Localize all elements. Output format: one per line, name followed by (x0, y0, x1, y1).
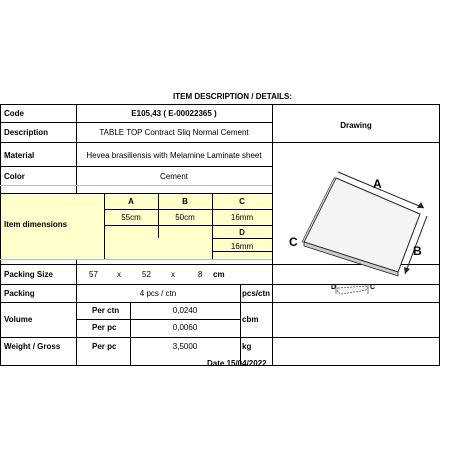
packing-value: 4 pcs / ctn (139, 289, 177, 298)
edge-profile-shape (338, 286, 369, 294)
material-value: Hevea brasiliensis with Melamine Laminate sheet (86, 151, 262, 160)
code-label: Code (4, 109, 24, 118)
packing-unit: pcs/ctn (242, 289, 271, 298)
drawing-label-c: C (289, 235, 298, 249)
packing-size-dim-2: 52 (142, 270, 151, 279)
volume-per-ctn-label: Per ctn (92, 306, 120, 315)
drawing-label-a: A (373, 177, 382, 191)
dim-value-d: 16mm (230, 242, 254, 251)
material-label: Material (4, 151, 35, 160)
dim-header-d: D (239, 228, 245, 237)
code-value: E105,43 ( E-00022365 ) (131, 109, 217, 118)
packing-label: Packing (4, 289, 35, 298)
packing-size-dim-3: 8 (198, 270, 203, 279)
color-value: Cement (159, 172, 188, 181)
packing-size-sep-2: x (171, 270, 175, 279)
item-dimensions-label: Item dimensions (4, 220, 68, 229)
description-label: Description (4, 128, 49, 137)
volume-per-pc-label: Per pc (92, 323, 117, 332)
volume-per-pc-value: 0,0060 (172, 323, 198, 332)
drawing-label-d: D (331, 284, 337, 291)
dim-value-a: 55cm (121, 213, 141, 222)
volume-unit: cbm (242, 315, 259, 324)
packing-size-sep-1: x (117, 270, 121, 279)
weight-unit: kg (242, 342, 252, 351)
page-title: ITEM DESCRIPTION / DETAILS: (173, 92, 292, 101)
weight-label: Weight / Gross (4, 342, 61, 351)
color-label: Color (4, 172, 25, 181)
description-value: TABLE TOP Contract Sliq Normal Cement (99, 128, 249, 137)
dim-header-a: A (128, 197, 134, 206)
dim-header-b: B (182, 197, 188, 206)
drawing-label-b: B (413, 244, 422, 258)
drawing-label-c-small: C (370, 284, 376, 291)
table-top-drawing (272, 142, 440, 302)
packing-size-label: Packing Size (4, 270, 53, 279)
slab-top-face (304, 178, 420, 272)
weight-value: 3,5000 (172, 342, 198, 351)
weight-per-pc-label: Per pc (92, 342, 117, 351)
volume-per-ctn-value: 0,0240 (172, 306, 198, 315)
dim-header-c: C (239, 197, 245, 206)
dim-value-b: 50cm (175, 213, 195, 222)
packing-size-unit: cm (213, 270, 225, 279)
drawing-title: Drawing (340, 121, 372, 130)
dim-value-c: 16mm (230, 213, 254, 222)
footer-date: Date 15/04/2022 (207, 359, 267, 368)
packing-size-dim-1: 57 (89, 270, 98, 279)
volume-label: Volume (4, 315, 33, 324)
